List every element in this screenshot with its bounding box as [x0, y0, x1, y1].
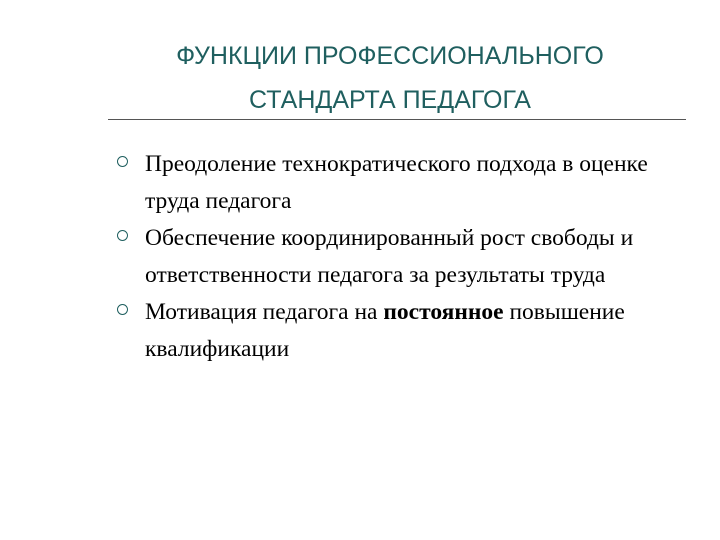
hollow-circle-icon — [117, 304, 128, 315]
title-divider — [108, 119, 686, 120]
title-line-2: СТАНДАРТА ПЕДАГОГА — [249, 86, 531, 114]
bullet-item — [117, 294, 697, 368]
bullet-text-before: Мотивация педагога на — [145, 299, 384, 325]
bullet-text-emphasis: постоянное — [383, 299, 504, 325]
bullet-list — [117, 146, 697, 368]
bullet-text-after: повышение квалификации — [145, 299, 625, 362]
bullet-text: Преодоление технократического подхода в оценке труда педагога — [145, 151, 648, 214]
title-line-1: ФУНКЦИИ ПРОФЕССИОНАЛЬНОГО — [176, 42, 604, 70]
hollow-circle-icon — [117, 156, 128, 167]
hollow-circle-icon — [117, 230, 128, 241]
bullet-item — [117, 220, 697, 294]
bullet-text: Обеспечение координированный рост свободы и ответственности педагога за результаты труда — [145, 225, 634, 288]
bullet-item — [117, 146, 697, 220]
slide-title — [90, 34, 690, 122]
